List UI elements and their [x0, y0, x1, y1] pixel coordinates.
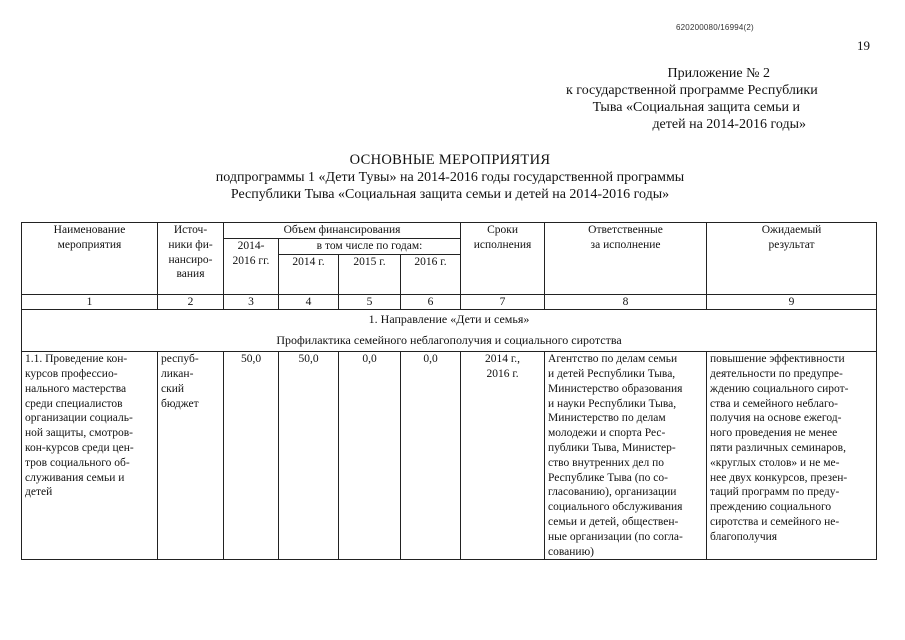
activities-table [21, 222, 877, 560]
column-number: 6 [401, 294, 461, 309]
cell-funding-source [158, 352, 224, 560]
cell-line: повышение эффективности [710, 353, 845, 366]
cell-line: кон-курсов среди цен- [25, 441, 134, 454]
section-row [22, 309, 877, 352]
cell-line: ной защиты, смотров- [25, 427, 133, 440]
cell-total: 50,0 [224, 352, 279, 560]
section-title: 1. Направление «Дети и семья» [368, 311, 530, 326]
cell-year-2014: 50,0 [279, 352, 339, 560]
header-text: Ожидаемый [761, 224, 822, 236]
document-id: 620200080/16994(2) [676, 23, 754, 32]
column-number: 7 [461, 294, 545, 309]
cell-line: семьи и детей, обществен- [548, 515, 679, 528]
header-text: ники фи- [168, 238, 213, 251]
header-source [158, 223, 224, 295]
column-number: 1 [22, 294, 158, 309]
annex-line: к государственной программе Республики [566, 83, 818, 98]
cell-line: Республике Тыва (по со- [548, 471, 668, 484]
header-text: вания [176, 268, 205, 281]
header-result [707, 223, 877, 295]
title-main: ОСНОВНЫЕ МЕРОПРИЯТИЯ [349, 152, 551, 168]
header-financing: Объем финансирования [224, 223, 461, 239]
cell-line: получия на основе ежегод- [710, 412, 842, 425]
header-name [22, 223, 158, 295]
cell-line: 2014 г., [485, 353, 521, 366]
cell-line: социального обслуживания [548, 501, 683, 514]
cell-line: нального мастерства [25, 382, 127, 395]
page-number: 19 [857, 38, 870, 53]
header-total [224, 238, 279, 294]
table-header-row [22, 223, 877, 239]
header-responsible [545, 223, 707, 295]
cell-line: преждению социального [710, 501, 832, 514]
header-text: Ответственные [588, 224, 663, 236]
cell-line: благополучия [710, 530, 778, 543]
header-year-2015: 2015 г. [339, 254, 401, 294]
header-text: 2016 гг. [232, 254, 270, 267]
header-text: 2014- [237, 239, 265, 252]
header-text: Сроки [487, 224, 518, 236]
annex-line: Тыва «Социальная защита семьи и [592, 100, 800, 115]
column-number: 5 [339, 294, 401, 309]
column-number: 3 [224, 294, 279, 309]
column-number: 2 [158, 294, 224, 309]
cell-line: Агентство по делам семьи [548, 353, 678, 366]
cell-line: ждению социального сирот- [710, 382, 849, 395]
column-number-row [22, 294, 877, 309]
table-row [22, 352, 877, 560]
header-text: результат [768, 238, 815, 251]
cell-line: организации социаль- [25, 412, 133, 425]
cell-line: бюджет [161, 397, 199, 410]
header-text: Источ- [173, 224, 208, 236]
header-year-2014: 2014 г. [279, 254, 339, 294]
cell-line: служивания семьи и [25, 471, 125, 484]
section-subtitle: Профилактика семейного неблагополучия и социального сиротства [276, 333, 622, 348]
cell-year-2015: 0,0 [339, 352, 401, 560]
annex-line: Приложение № 2 [667, 66, 770, 81]
column-number: 8 [545, 294, 707, 309]
cell-line: сиротства и семейного не- [710, 515, 840, 528]
cell-line: молодежи и спорта Рес- [548, 427, 666, 440]
cell-line: таций программ по преду- [710, 486, 840, 499]
cell-line: и детей Республики Тыва, [548, 367, 676, 380]
header-year-2016: 2016 г. [401, 254, 461, 294]
cell-line: сованию) [548, 545, 594, 558]
cell-line: ликан- [161, 367, 194, 380]
cell-line: и науки Республики Тыва, [548, 397, 677, 410]
header-by-years: в том числе по годам: [279, 238, 461, 254]
header-text: мероприятия [57, 238, 122, 251]
cell-line: деятельности по предупре- [710, 367, 843, 380]
annex-line: детей на 2014-2016 годы» [652, 117, 806, 132]
annex-header [566, 65, 818, 133]
column-number: 4 [279, 294, 339, 309]
cell-line: ский [161, 382, 184, 395]
cell-line: тров социального об- [25, 456, 130, 469]
cell-line: 1.1. Проведение кон- [25, 353, 128, 366]
cell-line: ного проведения не менее [710, 427, 838, 440]
cell-line: Министерство образования [548, 382, 683, 395]
cell-line: среди специалистов [25, 397, 123, 410]
cell-line: респуб- [161, 353, 199, 366]
cell-line: нее двух конкурсов, презен- [710, 471, 848, 484]
column-number: 9 [707, 294, 877, 309]
cell-year-2016: 0,0 [401, 352, 461, 560]
section-cell [22, 309, 877, 352]
cell-line: 2016 г. [486, 367, 519, 380]
cell-line: «круглых столов» и не ме- [710, 456, 840, 469]
document-title [150, 152, 750, 203]
cell-line: ства и семейного неблаго- [710, 397, 838, 410]
title-subtitle-2: Республики Тыва «Социальная защита семьи и детей на 2014-2016 годы» [230, 187, 670, 202]
cell-terms [461, 352, 545, 560]
header-text: Наименование [53, 224, 126, 236]
header-terms [461, 223, 545, 295]
cell-line: курсов профессио- [25, 367, 118, 380]
cell-expected-result [707, 352, 877, 560]
cell-activity-name [22, 352, 158, 560]
header-text: нансиро- [168, 253, 213, 266]
header-text: исполнения [473, 238, 532, 251]
cell-line: пяти различных семинаров, [710, 441, 846, 454]
header-text: за исполнение [590, 238, 661, 251]
cell-line: публики Тыва, Министер- [548, 441, 676, 454]
cell-line: гласованию), организации [548, 486, 677, 499]
title-subtitle-1: подпрограммы 1 «Дети Тувы» на 2014-2016 годы государственной программы [215, 170, 685, 185]
cell-responsible [545, 352, 707, 560]
cell-line: ные организации (по согла- [548, 530, 683, 543]
cell-line: детей [25, 486, 53, 499]
cell-line: Министерство по делам [548, 412, 666, 425]
cell-line: ство внутренних дел по [548, 456, 665, 469]
